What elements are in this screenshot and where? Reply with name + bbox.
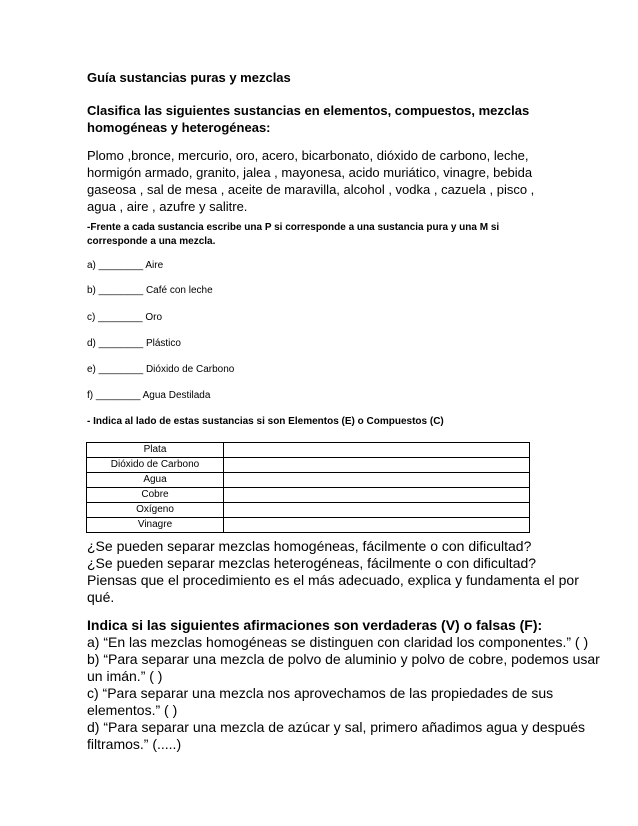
substances-line-3: gaseosa , sal de mesa , aceite de maravilla, alcohol , vodka , cazuela , pisco , bbox=[87, 182, 535, 197]
table-row bbox=[87, 473, 530, 488]
table-cell-answer[interactable] bbox=[224, 473, 530, 488]
table-cell-substance: Dióxido de Carbono bbox=[87, 458, 224, 473]
pm-item-c: c) ________ Oro bbox=[87, 312, 163, 323]
table-row bbox=[87, 488, 530, 503]
instruction-line-2: homogéneas y heterogéneas: bbox=[87, 120, 271, 135]
table-cell-answer[interactable] bbox=[224, 518, 530, 533]
elements-compounds-table bbox=[86, 442, 530, 533]
table-row bbox=[87, 458, 530, 473]
vf-line-d1: d) “Para separar una mezcla de azúcar y sal, primero añadimos agua y después bbox=[87, 719, 586, 735]
ec-instruction: - Indica al lado de estas sustancias si son Elementos (E) o Compuestos (C) bbox=[87, 416, 444, 427]
pm-item-e: e) ________ Dióxido de Carbono bbox=[87, 364, 235, 375]
substances-line-2: hormigón armado, granito, jalea , mayonesa, acido muriático, vinagre, bebida bbox=[87, 165, 533, 180]
pm-instruction-line-1: -Frente a cada sustancia escribe una P si corresponde a una sustancia pura y una M si bbox=[87, 222, 500, 233]
table-cell-substance: Agua bbox=[87, 473, 224, 488]
substances-line-4: agua , aire , azufre y salitre. bbox=[87, 199, 248, 214]
pm-item-b: b) ________ Café con leche bbox=[87, 285, 213, 296]
table-cell-answer[interactable] bbox=[224, 458, 530, 473]
table-cell-answer[interactable] bbox=[224, 503, 530, 518]
substances-line-1: Plomo ,bronce, mercurio, oro, acero, bicarbonato, dióxido de carbono, leche, bbox=[87, 148, 529, 163]
vf-line-c2: elementos.” ( ) bbox=[87, 702, 178, 718]
table-row bbox=[87, 503, 530, 518]
table-cell-answer[interactable] bbox=[224, 443, 530, 458]
table-cell-substance: Vinagre bbox=[87, 518, 224, 533]
table-row bbox=[87, 443, 530, 458]
vf-title: Indica si las siguientes afirmaciones son verdaderas (V) o falsas (F): bbox=[87, 617, 543, 633]
pm-item-a: a) ________ Aire bbox=[87, 260, 164, 271]
page-title: Guía sustancias puras y mezclas bbox=[87, 70, 291, 85]
vf-line-a: a) “En las mezclas homogéneas se distinguen con claridad los componentes.” ( ) bbox=[87, 634, 589, 650]
vf-line-b2: un imán.” ( ) bbox=[87, 668, 163, 684]
pm-item-d: d) ________ Plástico bbox=[87, 338, 181, 349]
instruction-line-1: Clasifica las siguientes sustancias en elementos, compuestos, mezclas bbox=[87, 103, 530, 118]
pm-item-f: f) ________ Agua Destilada bbox=[87, 390, 211, 401]
table-cell-substance: Oxígeno bbox=[87, 503, 224, 518]
question-1: ¿Se pueden separar mezclas homogéneas, fácilmente o con dificultad? bbox=[87, 538, 532, 554]
table-cell-answer[interactable] bbox=[224, 488, 530, 503]
question-3-line-2: qué. bbox=[87, 589, 115, 605]
table-cell-substance: Cobre bbox=[87, 488, 224, 503]
vf-line-c1: c) “Para separar una mezcla nos aprovechamos de las propiedades de sus bbox=[87, 685, 554, 701]
table-cell-substance: Plata bbox=[87, 443, 224, 458]
pm-instruction-line-2: corresponde a una mezcla. bbox=[87, 236, 216, 247]
question-2: ¿Se pueden separar mezclas heterogéneas, fácilmente o con dificultad? bbox=[87, 555, 537, 571]
table-row bbox=[87, 518, 530, 533]
vf-line-d2: filtramos.” (.....) bbox=[87, 736, 182, 752]
question-3-line-1: Piensas que el procedimiento es el más adecuado, explica y fundamenta el por bbox=[87, 572, 579, 588]
vf-line-b1: b) “Para separar una mezcla de polvo de aluminio y polvo de cobre, podemos usar bbox=[87, 651, 600, 667]
